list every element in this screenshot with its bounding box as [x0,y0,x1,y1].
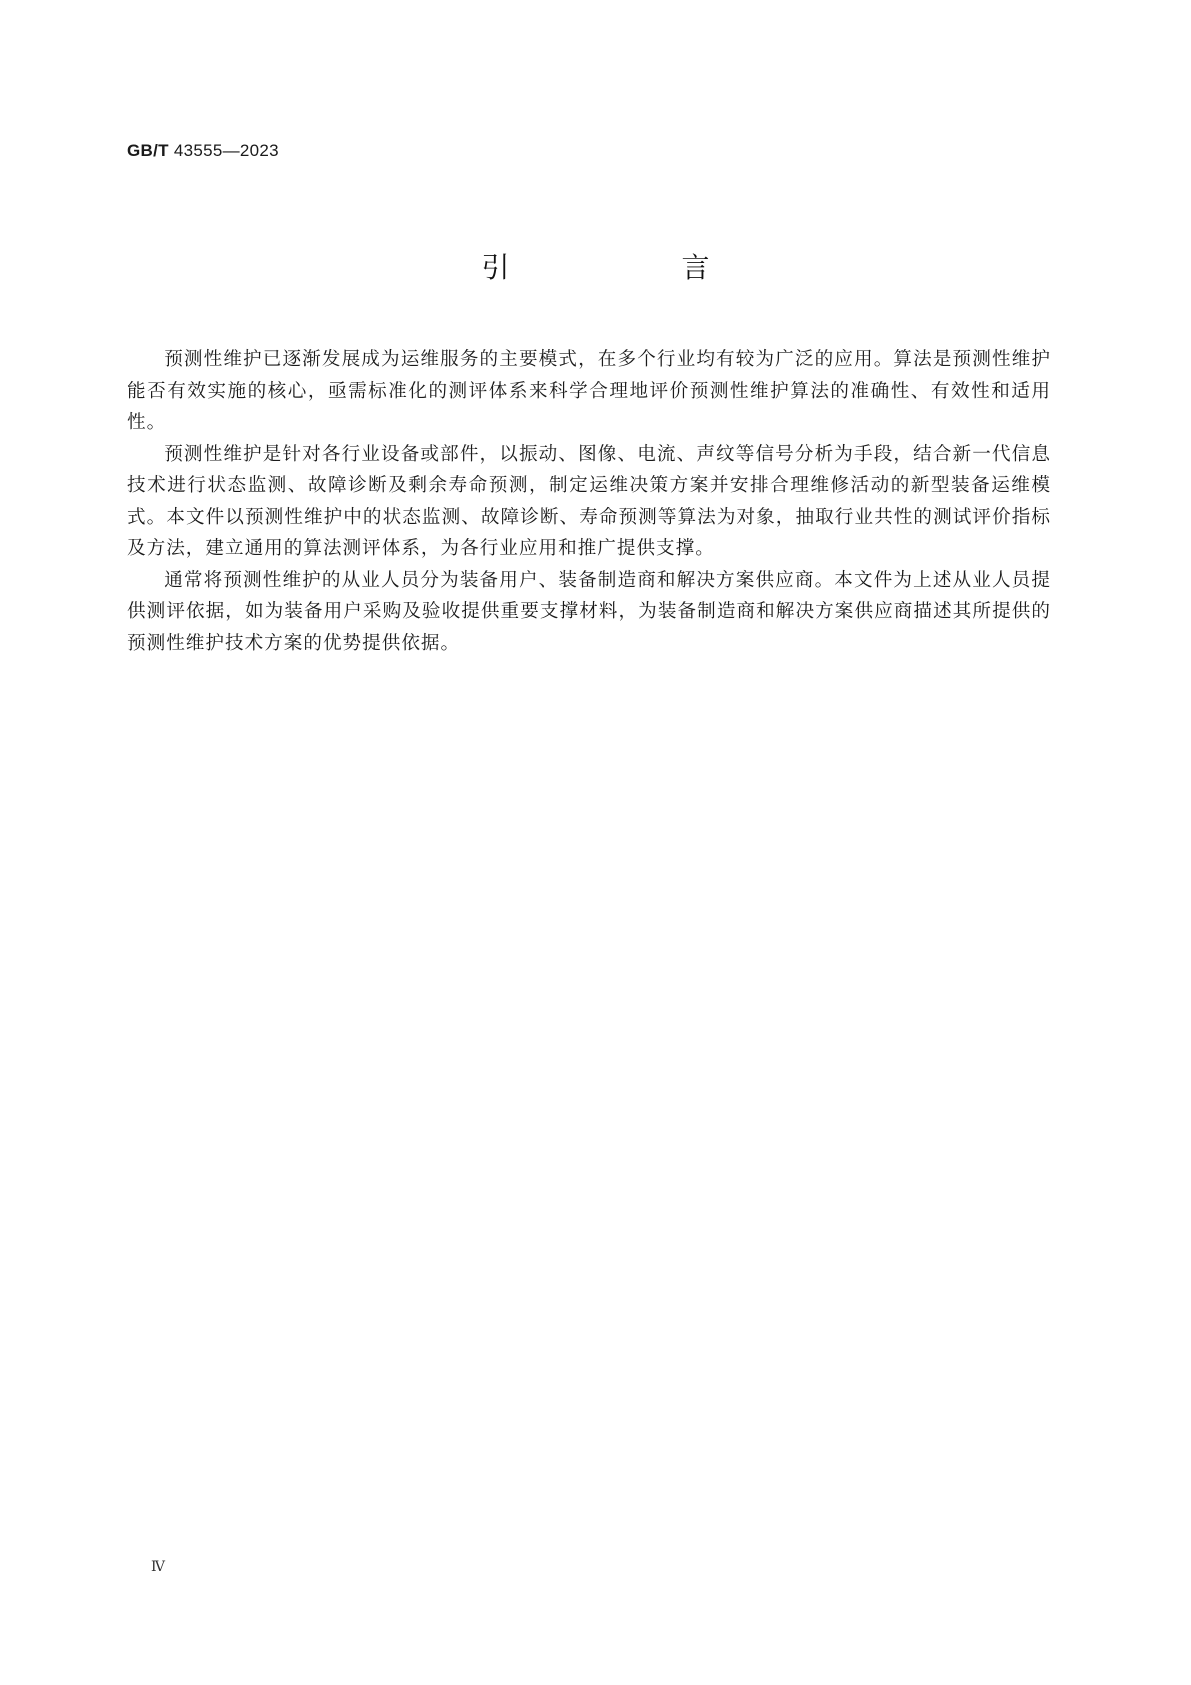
standard-code: GB/T [127,141,169,160]
standard-number: 43555—2023 [173,141,279,160]
paragraph-2: 预测性维护是针对各行业设备或部件，以振动、图像、电流、声纹等信号分析为手段，结合新一代信息技术进行状态监测、故障诊断及剩余寿命预测，制定运维决策方案并安排合理维修活动的新型装备运维模式。本文件以预测性维护中的状态监测、故障诊断、寿命预测等算法为对象，抽取行业共性的测试评价指标及方法，建立通用的算法测评体系，为各行业应用和推广提供支撑。 [127,443,1051,559]
standard-number-header [127,141,279,161]
introduction-body [127,344,1051,659]
page-number: Ⅳ [151,1559,165,1575]
paragraph-1: 预测性维护已逐渐发展成为运维服务的主要模式，在多个行业均有较为广泛的应用。算法是预测性维护能否有效实施的核心，亟需标准化的测评体系来科学合理地评价预测性维护算法的准确性、有效性和适用性。 [127,349,1051,433]
page-title: 引 言 [481,251,782,284]
paragraph-3: 通常将预测性维护的从业人员分为装备用户、装备制造商和解决方案供应商。本文件为上述从业人员提供测评依据，如为装备用户采购及验收提供重要支撑材料，为装备制造商和解决方案供应商描述其所提供的预测性维护技术方案的优势提供依据。 [127,569,1051,654]
